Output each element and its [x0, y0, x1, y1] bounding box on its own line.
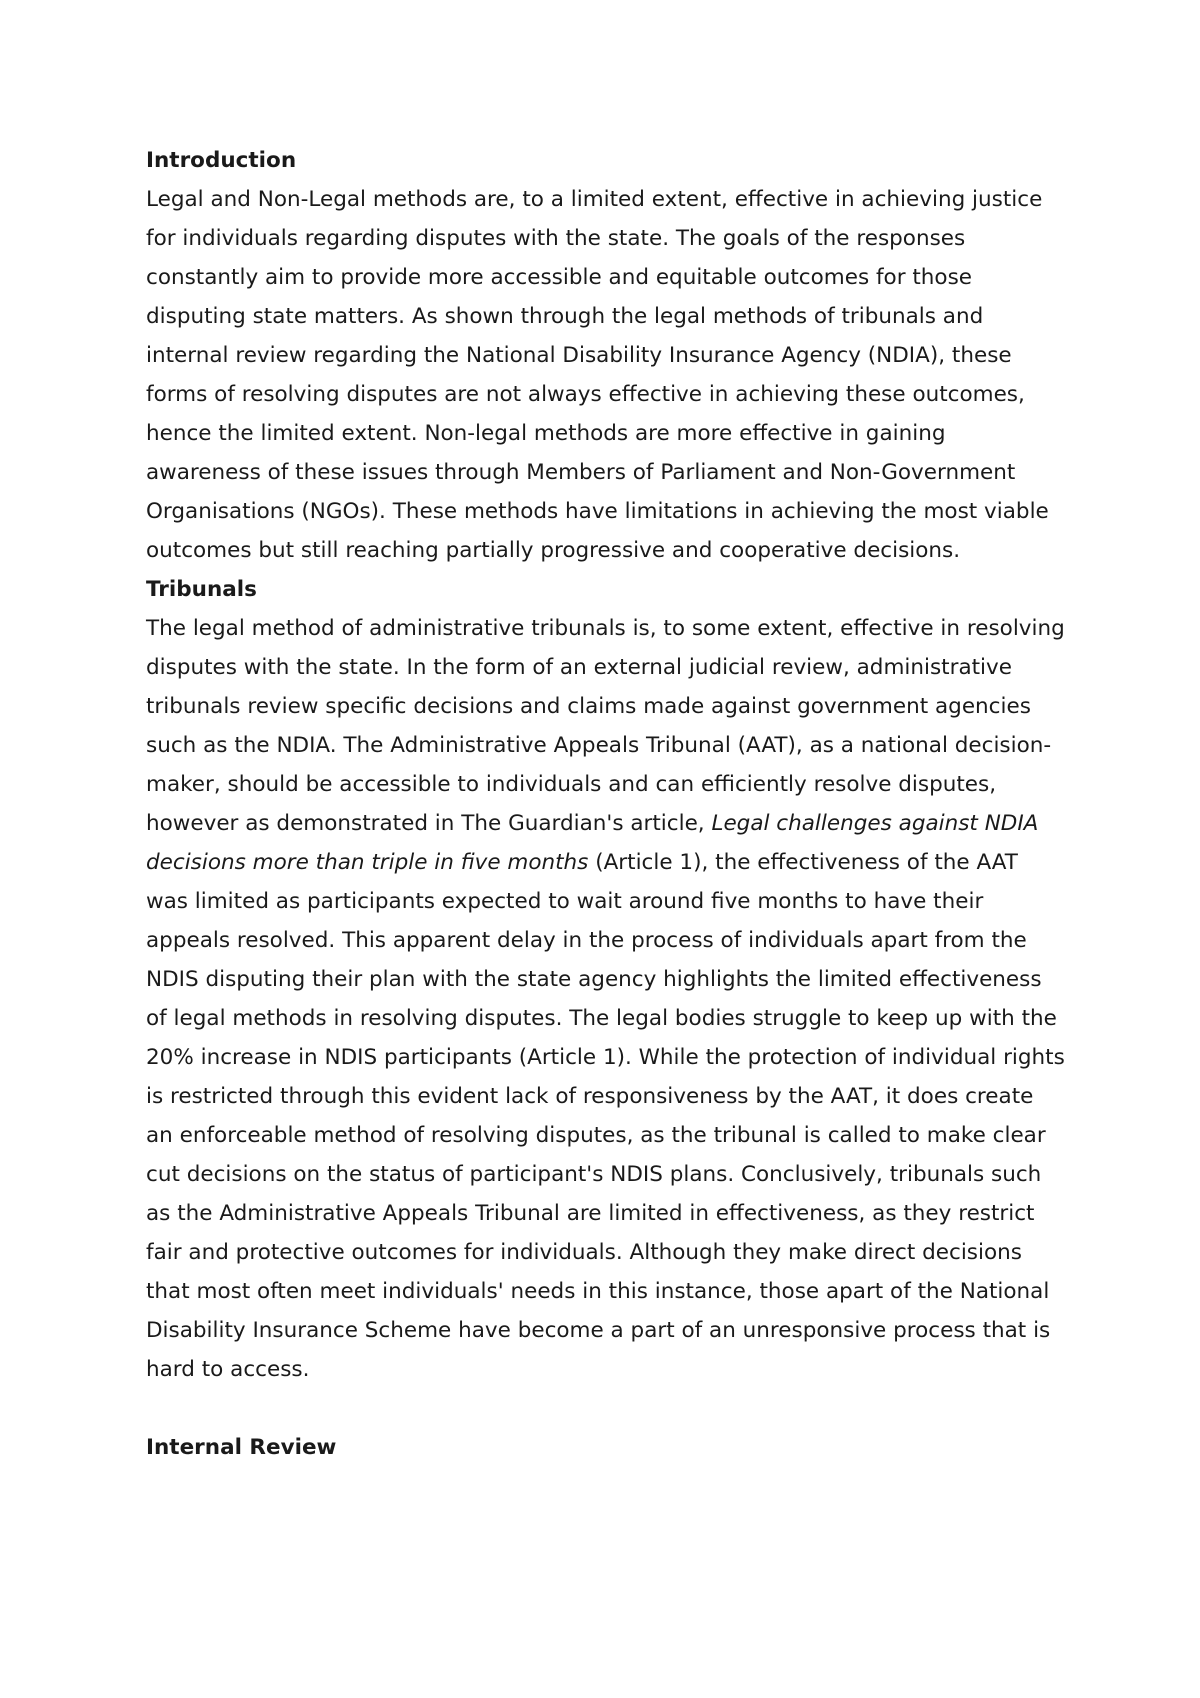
introduction-heading: Introduction [146, 148, 297, 173]
internal-review-heading: Internal Review [146, 1435, 337, 1460]
tribunals-paragraph-text-1: The legal method of administrative tribunals is, to some extent, effective in resolving disputes with the state. In the form of an external judicial review, administrative tribunals review specific decisions and claims made against government agencies such as the NDIA. The Administrative Appeals Tribunal (AAT), as a national decision-maker, should be accessible to individuals and can efficiently resolve disputes, however as demonstrated in The Guardian's article, [146, 616, 1065, 836]
document-body [146, 141, 1066, 1467]
article-title: Legal challenges against NDIA decisions more than triple in five months [146, 811, 1039, 875]
tribunals-heading: Tribunals [146, 577, 257, 602]
tribunals-paragraph [146, 609, 1066, 1389]
introduction-paragraph: Legal and Non-Legal methods are, to a limited extent, effective in achieving justice for individuals regarding disputes with the state. The goals of the responses constantly aim to provide more accessible and equitable outcomes for those disputing state matters. As shown through the legal methods of tribunals and internal review regarding the National Disability Insurance Agency (NDIA), these forms of resolving disputes are not always effective in achieving these outcomes, hence the limited extent. Non-legal methods are more effective in gaining awareness of these issues through Members of Parliament and Non-Government Organisations (NGOs). These methods have limitations in achieving the most viable outcomes but still reaching partially progressive and cooperative decisions. [146, 187, 1049, 563]
tribunals-paragraph-text-2: (Article 1), the effectiveness of the AAT was limited as participants expected to wait around five months to have their appeals resolved. This apparent delay in the process of individuals apart from the NDIS disputing their plan with the state agency highlights the limited effectiveness of legal methods in resolving disputes. The legal bodies struggle to keep up with the 20% increase in NDIS participants (Article 1). While the protection of individual rights is restricted through this evident lack of responsiveness by the AAT, it does create an enforceable method of resolving disputes, as the tribunal is called to make clear cut decisions on the status of participant's NDIS plans. Conclusively, tribunals such as the Administrative Appeals Tribunal are limited in effectiveness, as they restrict fair and protective outcomes for individuals. Although they make direct decisions that most often meet individuals' needs in this instance, those apart of the National Disability Insurance Scheme have become a part of an unresponsive process that is hard to access. [146, 850, 1065, 1382]
section-spacer [146, 1389, 1066, 1428]
